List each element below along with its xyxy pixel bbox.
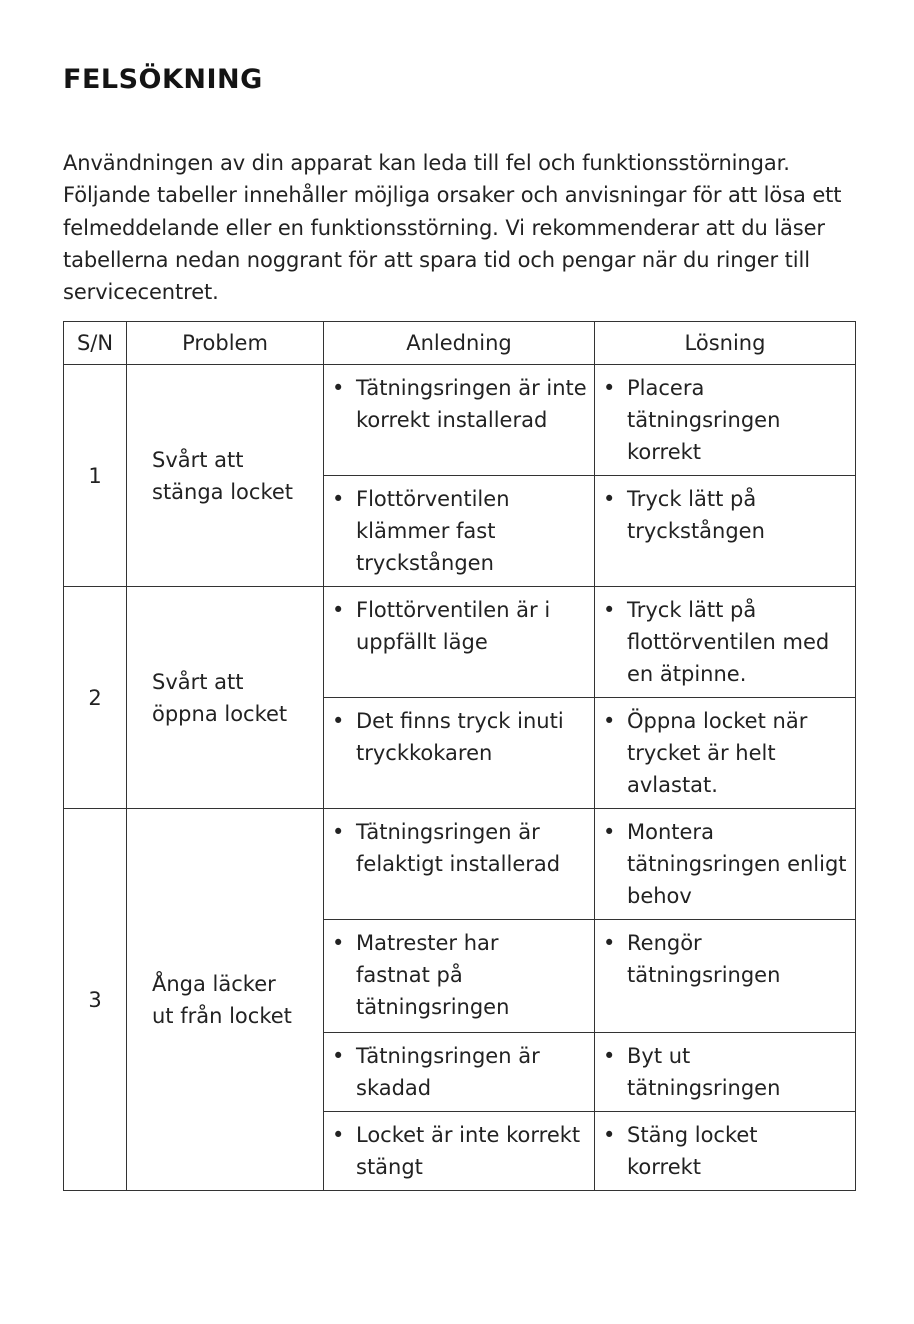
table-row: [64, 809, 856, 920]
solution-cell: [595, 920, 856, 1033]
bullet-icon: •: [332, 376, 345, 400]
bullet-icon: •: [603, 1123, 616, 1147]
table-header-row: [64, 322, 856, 365]
solution-cell: [595, 809, 856, 920]
bullet-icon: •: [603, 376, 616, 400]
solution-item: [601, 483, 855, 547]
bullet-icon: •: [332, 1044, 345, 1068]
cause-item: [330, 1040, 594, 1104]
solution-cell: [595, 476, 856, 587]
cause-text: Tätningsringen är inte korrekt installerad: [356, 376, 587, 432]
solution-text: Stäng locket korrekt: [627, 1123, 758, 1179]
cause-cell: [324, 809, 595, 920]
problem-cell: Svårt att öppna locket: [127, 587, 324, 809]
solution-item: [601, 1040, 855, 1104]
cause-cell: [324, 1112, 595, 1191]
bullet-icon: •: [332, 1123, 345, 1147]
solution-text: Tryck lätt på flottörventilen med en ätpinne.: [627, 598, 830, 686]
solution-text: Placera tätningsringen korrekt: [627, 376, 781, 464]
cause-item: [330, 705, 594, 769]
table-row: [64, 587, 856, 698]
cause-text: Locket är inte korrekt stängt: [356, 1123, 581, 1179]
cause-item: [330, 483, 594, 579]
solution-text: Byt ut tätningsringen: [627, 1044, 781, 1100]
solution-text: Tryck lätt på tryckstången: [627, 487, 765, 543]
bullet-icon: •: [603, 1044, 616, 1068]
cause-item: [330, 594, 594, 658]
bullet-icon: •: [603, 709, 616, 733]
bullet-icon: •: [603, 598, 616, 622]
bullet-icon: •: [332, 598, 345, 622]
page-title: FELSÖKNING: [63, 64, 263, 95]
header-problem: Problem: [127, 322, 324, 365]
cause-cell: [324, 476, 595, 587]
table-row: [64, 365, 856, 476]
bullet-icon: •: [332, 931, 345, 955]
row-number: 2: [64, 587, 127, 809]
cause-text: Flottörventilen är i uppfällt läge: [356, 598, 551, 654]
solution-item: [601, 372, 855, 468]
solution-item: [601, 1119, 855, 1183]
solution-text: Montera tätningsringen enligt behov: [627, 820, 847, 908]
solution-item: [601, 705, 855, 801]
bullet-icon: •: [603, 931, 616, 955]
problem-cell: Ånga läcker ut från locket: [127, 809, 324, 1191]
solution-item: [601, 816, 855, 912]
bullet-icon: •: [332, 709, 345, 733]
solution-cell: [595, 1112, 856, 1191]
cause-text: Det finns tryck inuti tryckkokaren: [356, 709, 564, 765]
solution-text: Rengör tätningsringen: [627, 931, 781, 987]
cause-item: [330, 1119, 594, 1183]
table-body: [64, 365, 856, 1191]
solution-cell: [595, 698, 856, 809]
header-solution: Lösning: [595, 322, 856, 365]
row-number: 1: [64, 365, 127, 587]
bullet-icon: •: [332, 487, 345, 511]
solution-item: [601, 927, 855, 991]
cause-cell: [324, 920, 595, 1033]
solution-cell: [595, 587, 856, 698]
cause-text: Matrester har fastnat på tätningsringen: [356, 931, 510, 1019]
troubleshooting-table: [63, 321, 856, 1191]
cause-text: Tätningsringen är skadad: [356, 1044, 540, 1100]
bullet-icon: •: [603, 487, 616, 511]
cause-item: [330, 927, 594, 1023]
bullet-icon: •: [603, 820, 616, 844]
cause-cell: [324, 698, 595, 809]
bullet-icon: •: [332, 820, 345, 844]
solution-text: Öppna locket när trycket är helt avlastat.: [627, 709, 808, 797]
solution-cell: [595, 1033, 856, 1112]
solution-item: [601, 594, 855, 690]
row-number: 3: [64, 809, 127, 1191]
header-cause: Anledning: [324, 322, 595, 365]
intro-paragraph: Användningen av din apparat kan leda till fel och funktionsstörningar. Följande tabeller innehåller möjliga orsaker och anvisningar för att lösa ett felmeddelande eller en funktionsstörning. Vi rekommenderar att du läser tabellerna nedan noggrant för att spara tid och pengar när du ringer till servicecentret.: [63, 151, 842, 305]
problem-cell: Svårt att stänga locket: [127, 365, 324, 587]
solution-cell: [595, 365, 856, 476]
header-sn: S/N: [64, 322, 127, 365]
cause-text: Tätningsringen är felaktigt installerad: [356, 820, 561, 876]
cause-cell: [324, 365, 595, 476]
cause-text: Flottörventilen klämmer fast tryckstången: [356, 487, 510, 575]
cause-cell: [324, 1033, 595, 1112]
cause-item: [330, 816, 594, 880]
cause-item: [330, 372, 594, 436]
cause-cell: [324, 587, 595, 698]
